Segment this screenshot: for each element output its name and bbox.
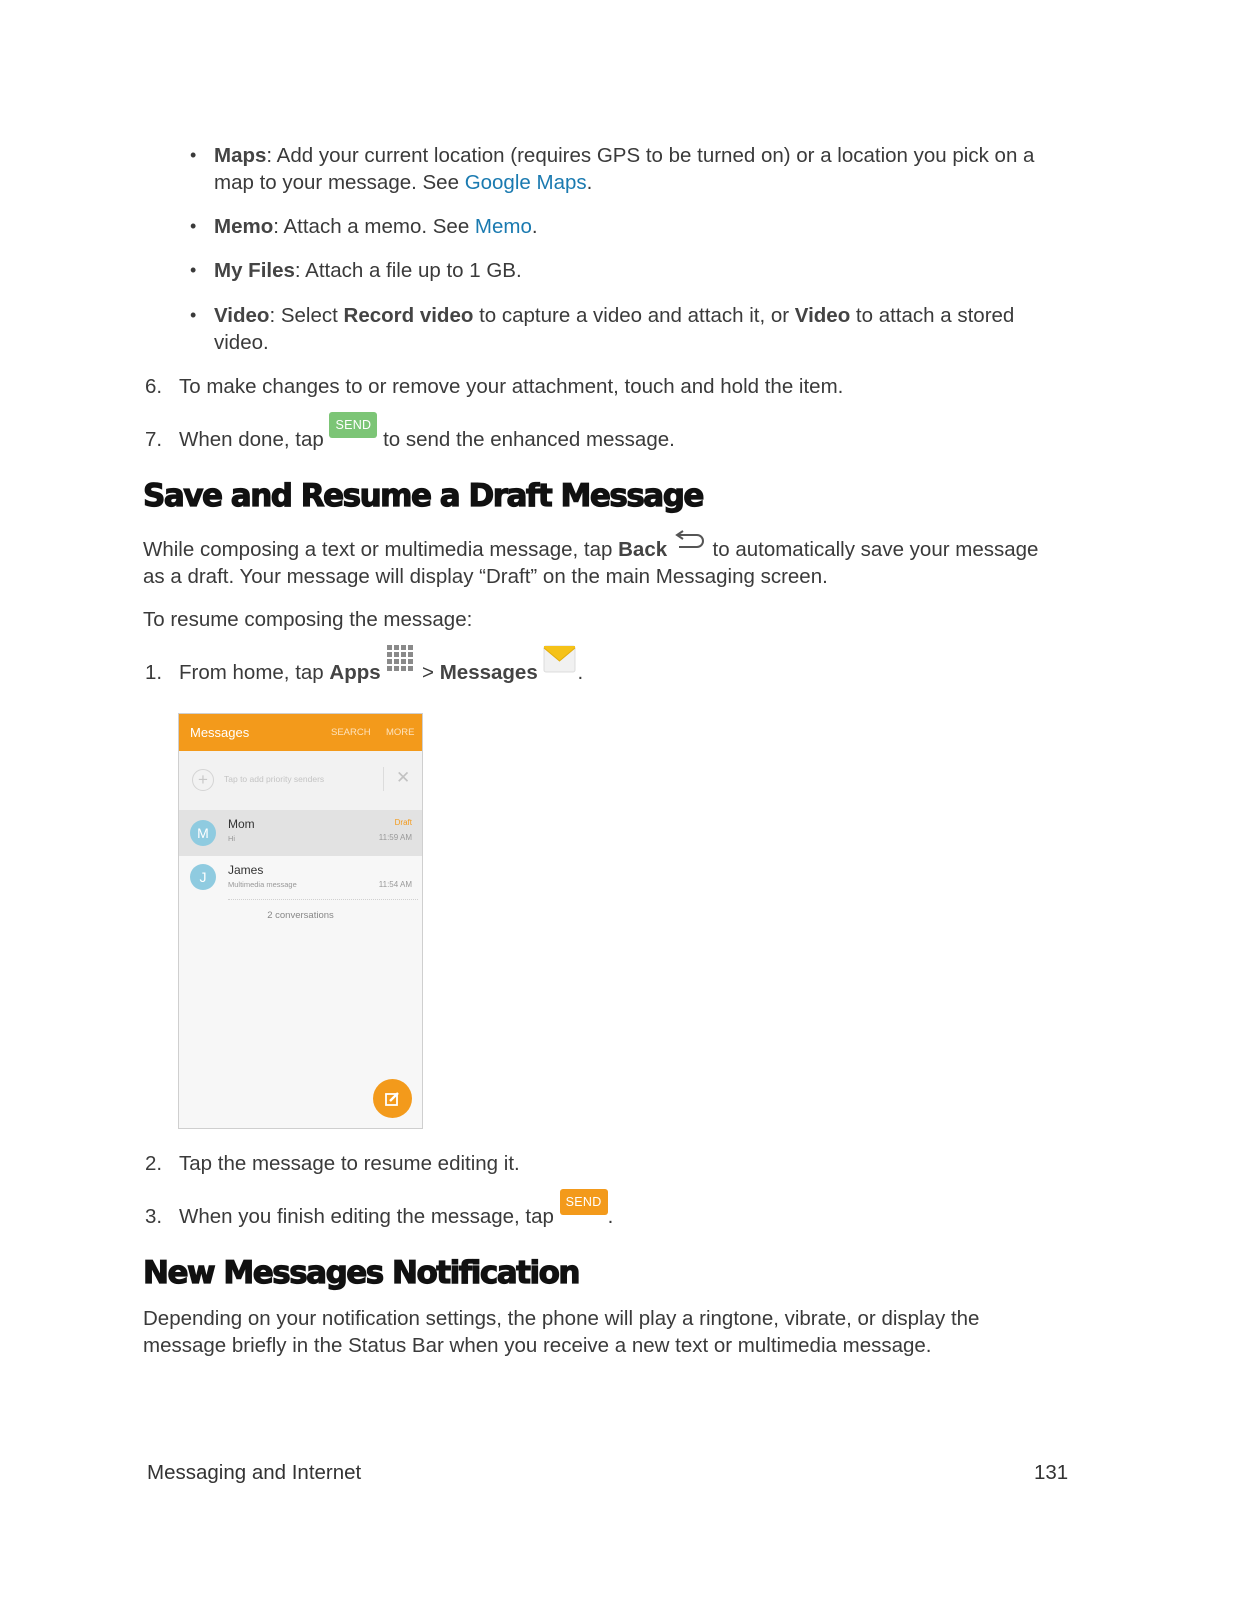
app-title: Messages [190,725,250,740]
divider [383,767,384,791]
send-button-orange: SEND [560,1189,608,1215]
notification-paragraph [143,1305,1063,1359]
close-icon[interactable]: ✕ [396,768,411,787]
para-text: to automatically save your message [706,538,1039,561]
resume-intro: To resume composing the message: [143,608,473,631]
contact-name: Mom [228,817,255,831]
step-text: When done, tap [179,428,330,451]
bullet-text: map to your message. See [214,171,465,194]
priority-senders-bar[interactable] [179,751,422,811]
bullet-text: : Add your current location (requires GPS to be turned on) or a location you pick on a [266,144,1035,167]
step-text: From home, tap [179,661,330,684]
draft-badge: Draft [394,818,412,827]
step-number: 3. [145,1205,163,1228]
term-memo: Memo [214,215,274,238]
term-apps: Apps [329,661,381,684]
section-heading-notification: New Messages Notification [143,1255,579,1291]
step-text: > [416,661,440,684]
page-number: 131 [1034,1461,1069,1484]
step-number: 6. [145,375,163,398]
punct: . [607,1205,614,1228]
send-button-green: SEND [329,412,377,438]
bullet-text: : Select [269,304,344,327]
message-preview: Hi [228,834,236,843]
message-preview: Multimedia message [228,880,297,889]
priority-placeholder: Tap to add priority senders [224,774,325,784]
compose-icon [373,1079,412,1118]
section-heading-draft: Save and Resume a Draft Message [143,478,703,514]
term-back: Back [618,538,668,561]
conversation-row[interactable] [179,810,422,856]
bullet-dot-icon: • [190,145,197,165]
term-video: Video [214,304,270,327]
avatar: J [190,864,216,890]
messages-app-screenshot [178,713,423,1129]
para-text: While composing a text or multimedia message, tap [143,538,619,561]
avatar: M [190,820,216,846]
punct: . [531,215,538,238]
step-text: to send the enhanced message. [377,428,675,451]
term-messages: Messages [439,661,538,684]
para-text: Depending on your notification settings, the phone will play a ringtone, vibrate, or display the [143,1307,980,1330]
conversation-count: 2 conversations [267,910,334,921]
bullet-text: to capture a video and attach it, or [473,304,795,327]
term-maps: Maps [214,144,267,167]
term-record-video: Record video [343,304,474,327]
link-memo[interactable]: Memo [474,215,532,238]
apps-grid-icon [386,644,416,681]
punct: . [577,661,584,684]
step-text: To make changes to or remove your attachment, touch and hold the item. [179,375,844,398]
message-time: 11:59 AM [378,833,412,842]
step-text: Tap the message to resume editing it. [179,1152,520,1175]
bullet-text: : Attach a file up to 1 GB. [294,259,522,282]
para-text: as a draft. Your message will display “Draft” on the main Messaging screen. [143,565,828,588]
more-action[interactable]: MORE [386,727,415,738]
draft-paragraph [143,536,1063,590]
punct: . [586,171,593,194]
step-text: When you finish editing the message, tap [179,1205,560,1228]
back-icon [673,528,707,557]
add-priority-icon[interactable]: + [192,769,214,791]
messages-envelope-icon [543,645,577,682]
row-divider [228,899,418,900]
conversation-row[interactable] [179,856,422,902]
bullet-text: : Attach a memo. See [273,215,475,238]
bullet-text: to attach a stored [850,304,1015,327]
link-google-maps[interactable]: Google Maps [464,171,587,194]
step-number: 2. [145,1152,163,1175]
contact-name: James [228,863,264,877]
step-number: 1. [145,661,163,684]
term-my-files: My Files [214,259,295,282]
compose-button[interactable] [373,1079,412,1118]
term-video-stored: Video [794,304,851,327]
step-number: 7. [145,428,163,451]
footer-section-title: Messaging and Internet [147,1461,362,1484]
app-bar [179,714,422,751]
message-time: 11:54 AM [378,880,412,889]
bullet-text: video. [214,331,269,354]
search-action[interactable]: SEARCH [331,727,371,738]
bullet-dot-icon: • [190,216,197,236]
bullet-dot-icon: • [190,305,197,325]
bullet-dot-icon: • [190,260,197,280]
para-text: message briefly in the Status Bar when you receive a new text or multimedia message. [143,1334,932,1357]
